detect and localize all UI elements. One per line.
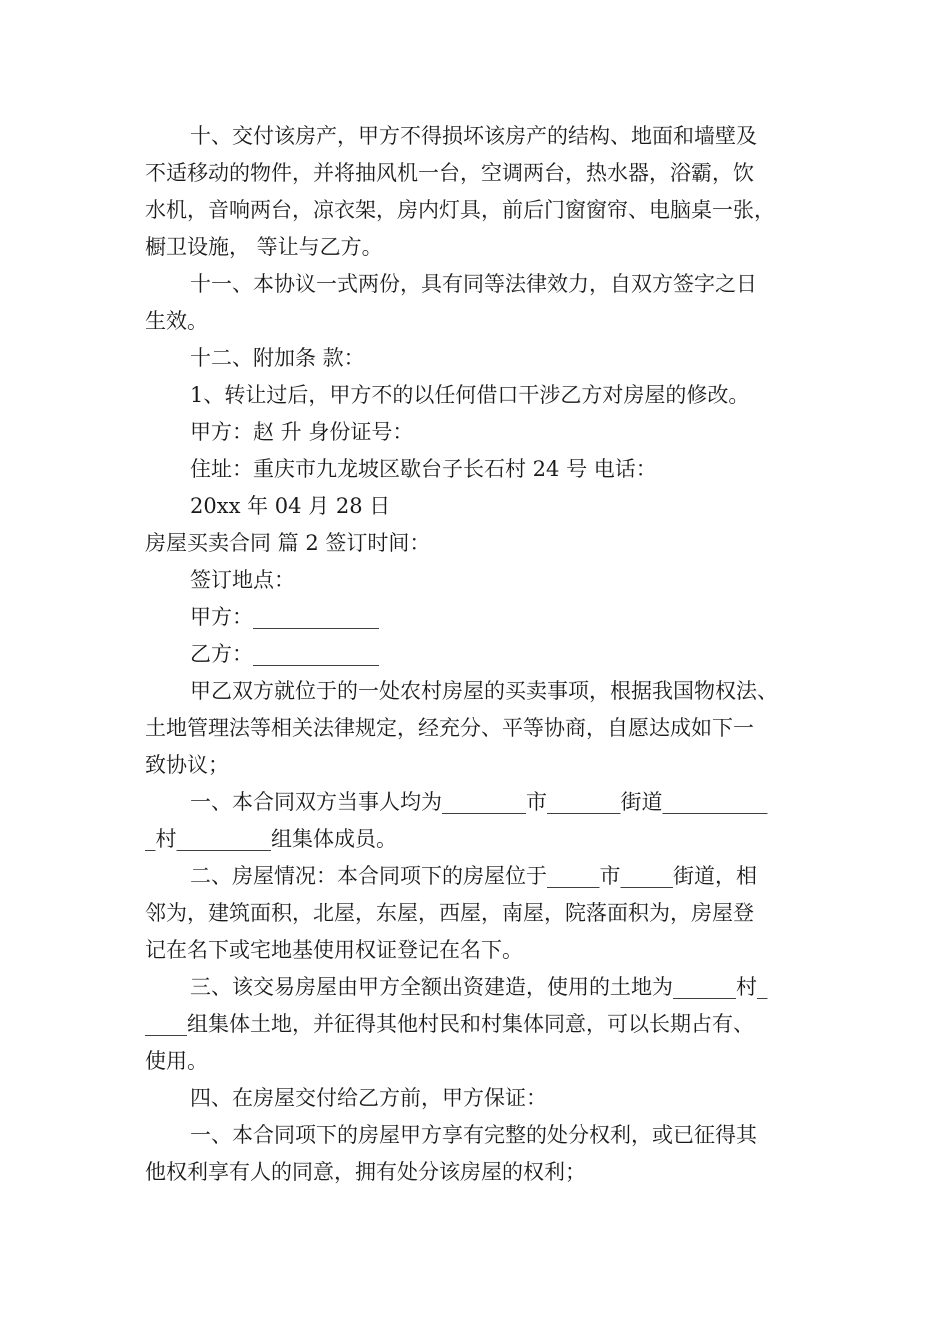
date-line: 20xx 年 04 月 28 日 xyxy=(190,494,391,518)
paragraph-line: ____组集体土地，并征得其他村民和村集体同意，可以长期占有、 xyxy=(145,1012,754,1036)
paragraph-line: 三、该交易房屋由甲方全额出资建造，使用的土地为______村_ xyxy=(190,975,768,999)
paragraph-line: 生效。 xyxy=(145,309,208,333)
paragraph-line: 十一、本协议一式两份，具有同等法律效力，自双方签字之日 xyxy=(190,272,757,296)
paragraph-line: 致协议； xyxy=(145,753,229,777)
address-line: 住址：重庆市九龙坡区歇台子长石村 24 号 电话： xyxy=(190,457,657,481)
paragraph-line: 他权利享有人的同意，拥有处分该房屋的权利； xyxy=(145,1160,586,1184)
paragraph-line: 十二、附加条 款： xyxy=(190,346,365,370)
paragraph-line: 橱卫设施， 等让与乙方。 xyxy=(145,235,383,259)
paragraph-line: _村_________组集体成员。 xyxy=(145,827,397,851)
paragraph-line: 一、本合同项下的房屋甲方享有完整的处分权利，或已征得其 xyxy=(190,1123,757,1147)
paragraph-line: 记在名下或宅地基使用权证登记在名下。 xyxy=(145,938,523,962)
paragraph-line: 不适移动的物件，并将抽风机一台，空调两台，热水器，浴霸，饮 xyxy=(145,161,754,185)
paragraph-line: 土地管理法等相关法律规定，经充分、平等协商，自愿达成如下一 xyxy=(145,716,754,740)
document-body xyxy=(145,118,825,1191)
paragraph-line: 水机，音响两台，凉衣架，房内灯具，前后门窗窗帘、电脑桌一张， xyxy=(145,198,775,222)
paragraph-line: 1、转让过后，甲方不的以任何借口干涉乙方对房屋的修改。 xyxy=(190,383,750,407)
paragraph-line: 使用。 xyxy=(145,1049,208,1073)
paragraph-line: 十、交付该房产，甲方不得损坏该房产的结构、地面和墙壁及 xyxy=(190,124,757,148)
paragraph-line: 四、在房屋交付给乙方前，甲方保证： xyxy=(190,1086,547,1110)
party-a-blank-line: 甲方：____________ xyxy=(190,605,379,629)
section-heading: 房屋买卖合同 篇 2 签订时间： xyxy=(145,531,431,555)
party-b-blank-line: 乙方：____________ xyxy=(190,642,379,666)
paragraph-line: 邻为，建筑面积，北屋，东屋，西屋，南屋，院落面积为，房屋登 xyxy=(145,901,754,925)
paragraph-line: 一、本合同双方当事人均为________市_______街道__________ xyxy=(190,790,768,814)
signing-place-line: 签订地点： xyxy=(190,568,295,592)
party-a-line: 甲方：赵 升 身份证号： xyxy=(190,420,414,444)
paragraph-line: 二、房屋情况：本合同项下的房屋位于_____市_____街道，相 xyxy=(190,864,757,888)
paragraph-line: 甲乙双方就位于的一处农村房屋的买卖事项，根据我国物权法、 xyxy=(190,679,778,703)
